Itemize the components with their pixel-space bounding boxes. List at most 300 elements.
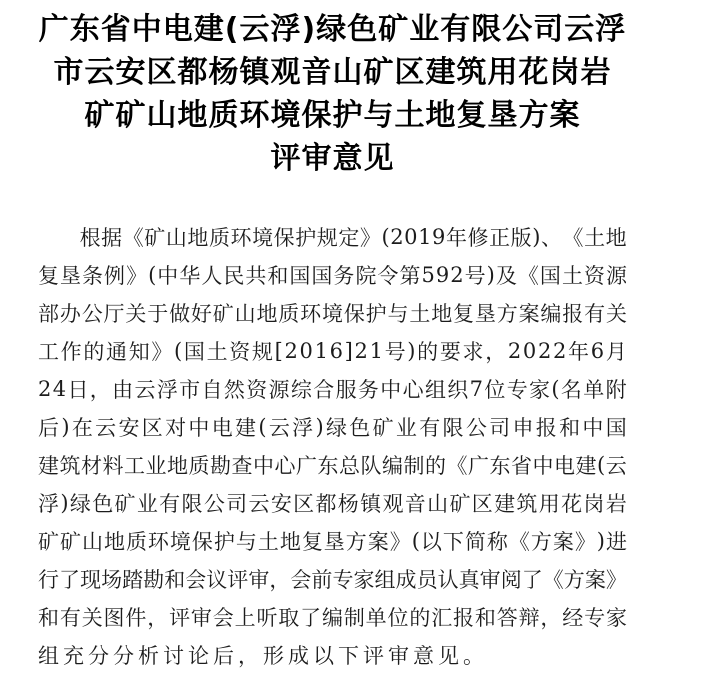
char: 保: [191, 530, 213, 554]
char: 广: [296, 454, 317, 478]
char: 论: [188, 644, 209, 668]
char: 关: [125, 302, 147, 326]
char: 浮: [38, 492, 59, 516]
char: 报: [453, 606, 475, 630]
char: 和: [164, 568, 186, 592]
char: 成: [288, 644, 309, 668]
char: 材: [81, 454, 102, 478]
char: ): [60, 491, 69, 515]
char: 据: [101, 226, 123, 250]
char: ): [407, 339, 416, 363]
char: 云: [95, 416, 117, 440]
char: 山: [427, 492, 449, 516]
char: 前: [311, 568, 333, 592]
char: 及: [495, 264, 517, 288]
char: ，: [89, 378, 111, 402]
char: 求: [462, 340, 484, 364]
char: 垦: [323, 530, 345, 554]
char: 人: [201, 264, 223, 288]
char: 资: [583, 264, 605, 288]
char: 2: [507, 339, 522, 363]
char: 2: [354, 339, 368, 363]
char: 岗: [583, 492, 605, 516]
char: 分: [113, 644, 134, 668]
char: 绿: [69, 492, 91, 516]
char: 讨: [163, 644, 184, 668]
char: 公: [203, 492, 225, 516]
char: 评: [227, 568, 249, 592]
char: 附: [605, 378, 627, 402]
char: 下: [338, 644, 359, 668]
char: 专: [332, 568, 354, 592]
char: 和: [474, 606, 496, 630]
char: 报: [562, 302, 584, 326]
char: 于: [147, 302, 169, 326]
char: 用: [538, 492, 560, 516]
char: 《: [542, 568, 564, 592]
char: 中: [380, 378, 402, 402]
char: 0: [404, 225, 418, 249]
char: 专: [584, 606, 606, 630]
char: 院: [355, 264, 377, 288]
char: 专: [506, 378, 528, 402]
char: 有: [584, 302, 606, 326]
char: [: [274, 339, 283, 363]
char: 7: [469, 377, 483, 401]
char: 镇: [360, 492, 382, 516]
char: 中: [253, 454, 274, 478]
char: 业: [145, 454, 167, 478]
char: 环: [300, 302, 322, 326]
char: 杨: [337, 492, 359, 516]
char: 勘: [210, 454, 231, 478]
char: 矿: [59, 530, 81, 554]
char: 9: [432, 225, 446, 249]
char: 质: [278, 302, 300, 326]
char: 市: [179, 378, 201, 402]
char: 意: [413, 644, 434, 668]
char: 单: [583, 378, 605, 402]
char: 山: [165, 226, 187, 250]
char: 云: [134, 378, 156, 402]
char: 评: [363, 644, 384, 668]
char: 阅: [500, 568, 522, 592]
char: 6: [329, 339, 343, 363]
char: 的: [425, 454, 446, 478]
char: 进: [605, 530, 627, 554]
char: 下: [442, 530, 464, 554]
char: 报: [535, 416, 557, 440]
char: 组: [424, 378, 446, 402]
char: 保: [273, 226, 295, 250]
char: 答: [496, 606, 518, 630]
char: 和: [559, 416, 581, 440]
char: 色: [349, 416, 371, 440]
char: 云: [605, 454, 627, 478]
char: 制: [343, 606, 365, 630]
body-line: [38, 560, 627, 598]
char: 第: [399, 264, 421, 288]
char: 区: [293, 492, 315, 516]
char: 源: [268, 378, 290, 402]
char: 取: [278, 606, 300, 630]
char: ，: [485, 340, 507, 364]
char: 听: [256, 606, 278, 630]
char: 分: [88, 644, 109, 668]
char: 花: [561, 492, 583, 516]
char: 筑: [516, 492, 538, 516]
char: 建: [575, 454, 597, 478]
char: 音: [404, 492, 426, 516]
char: 自: [201, 378, 223, 402]
char: 心: [274, 454, 296, 478]
char: 后: [213, 644, 234, 668]
char: 的: [409, 606, 431, 630]
char: 对: [165, 416, 187, 440]
char: 观: [382, 492, 404, 516]
char: 会: [212, 606, 234, 630]
char: (: [381, 225, 390, 249]
char: 心: [402, 378, 424, 402]
char: 《: [517, 264, 539, 288]
char: 做: [169, 302, 191, 326]
char: 共: [245, 264, 267, 288]
char: 图: [103, 606, 125, 630]
char: 有: [59, 606, 81, 630]
char: 的: [417, 340, 439, 364]
char: ): [596, 529, 605, 553]
char: 矿: [372, 416, 394, 440]
char: (: [551, 377, 560, 401]
char: 正: [489, 226, 511, 250]
char: 形: [263, 644, 284, 668]
char: 见: [438, 644, 459, 668]
char: 东: [317, 454, 339, 478]
char: 9: [435, 263, 450, 287]
char: 电: [554, 454, 575, 478]
char: 电: [211, 416, 233, 440]
char: 中: [188, 416, 210, 440]
char: ]: [344, 339, 353, 363]
char: 申: [512, 416, 534, 440]
char: 中: [532, 454, 554, 478]
char: 编: [540, 302, 562, 326]
char: 审: [248, 568, 270, 592]
char: 0: [522, 339, 537, 363]
char: 》: [605, 568, 627, 592]
char: 国: [539, 264, 561, 288]
char: (: [597, 453, 606, 477]
body-line: [38, 256, 627, 294]
char: 》: [359, 226, 381, 250]
char: 质: [208, 226, 230, 250]
char: 2: [450, 263, 464, 287]
char: 土: [409, 302, 431, 326]
char: 建: [494, 492, 516, 516]
char: 简: [464, 530, 486, 554]
char: 部: [38, 302, 59, 326]
char: (: [174, 339, 183, 363]
char: ): [315, 415, 324, 439]
char: 案: [584, 568, 606, 592]
char: 1: [314, 339, 328, 363]
char: 》: [574, 530, 596, 554]
char: 根: [79, 226, 101, 250]
char: 上: [234, 606, 256, 630]
char: 矿: [212, 302, 234, 326]
char: 2: [553, 339, 567, 363]
char: 绿: [325, 416, 347, 440]
body-line: [38, 370, 627, 408]
char: 东: [489, 454, 511, 478]
char: 《: [446, 454, 468, 478]
char: (: [258, 415, 267, 439]
char: 保: [343, 302, 365, 326]
char: 称: [486, 530, 508, 554]
char: 踏: [122, 568, 144, 592]
char: 由: [112, 378, 134, 402]
char: 建: [235, 416, 257, 440]
char: 资: [246, 378, 268, 402]
document-body: [38, 218, 627, 674]
char: 汇: [431, 606, 453, 630]
char: 规: [251, 340, 273, 364]
first-line-indent: [38, 237, 79, 238]
body-line: [38, 636, 627, 674]
char: 境: [169, 530, 191, 554]
char: 司: [489, 416, 511, 440]
char: 公: [81, 302, 103, 326]
char: 》: [389, 530, 411, 554]
char: 行: [38, 568, 59, 592]
char: ，: [238, 644, 259, 668]
char: 以: [313, 644, 334, 668]
char: 地: [605, 226, 627, 250]
char: 和: [267, 264, 289, 288]
char: 案: [518, 302, 540, 326]
char: 建: [38, 454, 59, 478]
char: 了: [521, 568, 543, 592]
body-line: [38, 408, 627, 446]
char: 国: [289, 264, 311, 288]
char: 土: [561, 264, 583, 288]
char: 作: [60, 340, 82, 364]
char: 合: [313, 378, 335, 402]
char: 会: [185, 568, 207, 592]
char: 要: [439, 340, 461, 364]
char: 方: [345, 530, 367, 554]
char: 质: [125, 530, 147, 554]
char: 件: [125, 606, 147, 630]
char: 析: [138, 644, 159, 668]
char: 护: [365, 302, 387, 326]
title-line-4: 评审意见: [270, 141, 395, 176]
char: 区: [141, 416, 163, 440]
char: 区: [471, 492, 493, 516]
char: 月: [605, 340, 627, 364]
char: 家: [353, 568, 375, 592]
char: 矿: [114, 492, 136, 516]
char: 号: [464, 264, 486, 288]
char: 令: [377, 264, 399, 288]
char: 场: [101, 568, 123, 592]
char: 案: [552, 530, 574, 554]
char: 队: [360, 454, 382, 478]
char: 《: [508, 530, 530, 554]
char: 规: [316, 226, 338, 250]
char: 国: [311, 264, 333, 288]
char: 家: [529, 378, 551, 402]
char: 护: [295, 226, 317, 250]
char: 山: [81, 530, 103, 554]
char: 真: [458, 568, 480, 592]
char: ): [486, 263, 495, 287]
char: 民: [223, 264, 245, 288]
char: 2: [284, 339, 298, 363]
char: 4: [52, 377, 67, 401]
char: 环: [230, 226, 252, 250]
char: ，: [540, 606, 562, 630]
char: 中: [157, 264, 179, 288]
char: 方: [496, 302, 518, 326]
char: 方: [563, 568, 585, 592]
char: 复: [301, 530, 323, 554]
char: 和: [38, 606, 59, 630]
char: 成: [395, 568, 417, 592]
char: 单: [365, 606, 387, 630]
char: 勘: [143, 568, 165, 592]
body-line: [38, 598, 627, 636]
char: 组: [38, 644, 59, 668]
char: 关: [81, 606, 103, 630]
char: 复: [453, 302, 475, 326]
char: 辩: [518, 606, 540, 630]
char: 审: [479, 568, 501, 592]
char: 名: [560, 378, 582, 402]
char: 源: [605, 264, 627, 288]
char: 0: [299, 339, 313, 363]
body-line: [38, 522, 627, 560]
char: 业: [136, 492, 158, 516]
char: 号: [384, 340, 406, 364]
body-line: [38, 446, 627, 484]
char: 安: [270, 492, 292, 516]
char: 地: [431, 302, 453, 326]
char: 浮: [292, 416, 314, 440]
char: 务: [357, 378, 379, 402]
char: 司: [226, 492, 248, 516]
char: 审: [190, 606, 212, 630]
char: 服: [335, 378, 357, 402]
char: 6: [590, 339, 605, 363]
char: 案: [367, 530, 389, 554]
char: 经: [562, 606, 584, 630]
char: 土: [257, 530, 279, 554]
char: ): [61, 415, 70, 439]
char: 山: [234, 302, 256, 326]
char: 位: [387, 606, 409, 630]
char: 复: [38, 264, 59, 288]
char: 矿: [38, 530, 59, 554]
char: 环: [147, 530, 169, 554]
char: 与: [235, 530, 257, 554]
char: 厅: [103, 302, 125, 326]
char: 垦: [474, 302, 496, 326]
title-line-2: 市云安区都杨镇观音山矿区建筑用花岗岩: [53, 55, 612, 90]
char: 年: [568, 340, 590, 364]
char: 织: [447, 378, 469, 402]
char: 地: [103, 530, 125, 554]
char: 土: [206, 340, 228, 364]
char: 云: [268, 416, 290, 440]
char: 后: [38, 416, 59, 440]
char: 公: [465, 416, 487, 440]
char: 的: [83, 340, 105, 364]
char: 编: [321, 606, 343, 630]
char: 境: [252, 226, 274, 250]
char: 云: [248, 492, 270, 516]
char: 现: [80, 568, 102, 592]
char: 矿: [449, 492, 471, 516]
char: ，: [269, 568, 291, 592]
char: 工: [38, 340, 59, 364]
char: 广: [468, 454, 489, 478]
document-title: [38, 8, 627, 180]
char: 了: [300, 606, 322, 630]
char: 安: [118, 416, 140, 440]
char: 中: [582, 416, 604, 440]
char: (: [411, 529, 420, 553]
char: 质: [188, 454, 210, 478]
body-line: [38, 484, 627, 522]
char: (: [148, 263, 157, 287]
char: ): [532, 225, 541, 249]
char: 总: [339, 454, 360, 478]
char: 工: [124, 454, 145, 478]
body-line: [38, 294, 627, 332]
char: 通: [106, 340, 128, 364]
char: 。: [463, 644, 484, 668]
char: 有: [159, 492, 181, 516]
title-line-1: 广东省中电建(云浮)绿色矿业有限公司云浮: [38, 12, 627, 47]
char: 了: [59, 568, 81, 592]
char: 会: [290, 568, 312, 592]
char: 矿: [144, 226, 166, 250]
char: 》: [126, 264, 148, 288]
char: 制: [403, 454, 425, 478]
char: 知: [128, 340, 150, 364]
title-line-3: 矿矿山地质环境保护与土地复垦方案: [84, 98, 581, 133]
char: 方: [530, 530, 552, 554]
char: 华: [179, 264, 201, 288]
char: 岩: [605, 492, 627, 516]
char: 5: [421, 263, 435, 287]
char: 年: [445, 226, 467, 250]
char: 在: [71, 416, 93, 440]
char: 关: [605, 302, 627, 326]
char: ，: [147, 606, 169, 630]
body-line: [38, 218, 627, 256]
char: 2: [38, 377, 52, 401]
char: 限: [442, 416, 464, 440]
char: 境: [321, 302, 343, 326]
char: 综: [290, 378, 312, 402]
char: 修: [467, 226, 489, 250]
char: 审: [388, 644, 409, 668]
char: 土: [584, 226, 606, 250]
char: 日: [67, 378, 89, 402]
char: 好: [190, 302, 212, 326]
